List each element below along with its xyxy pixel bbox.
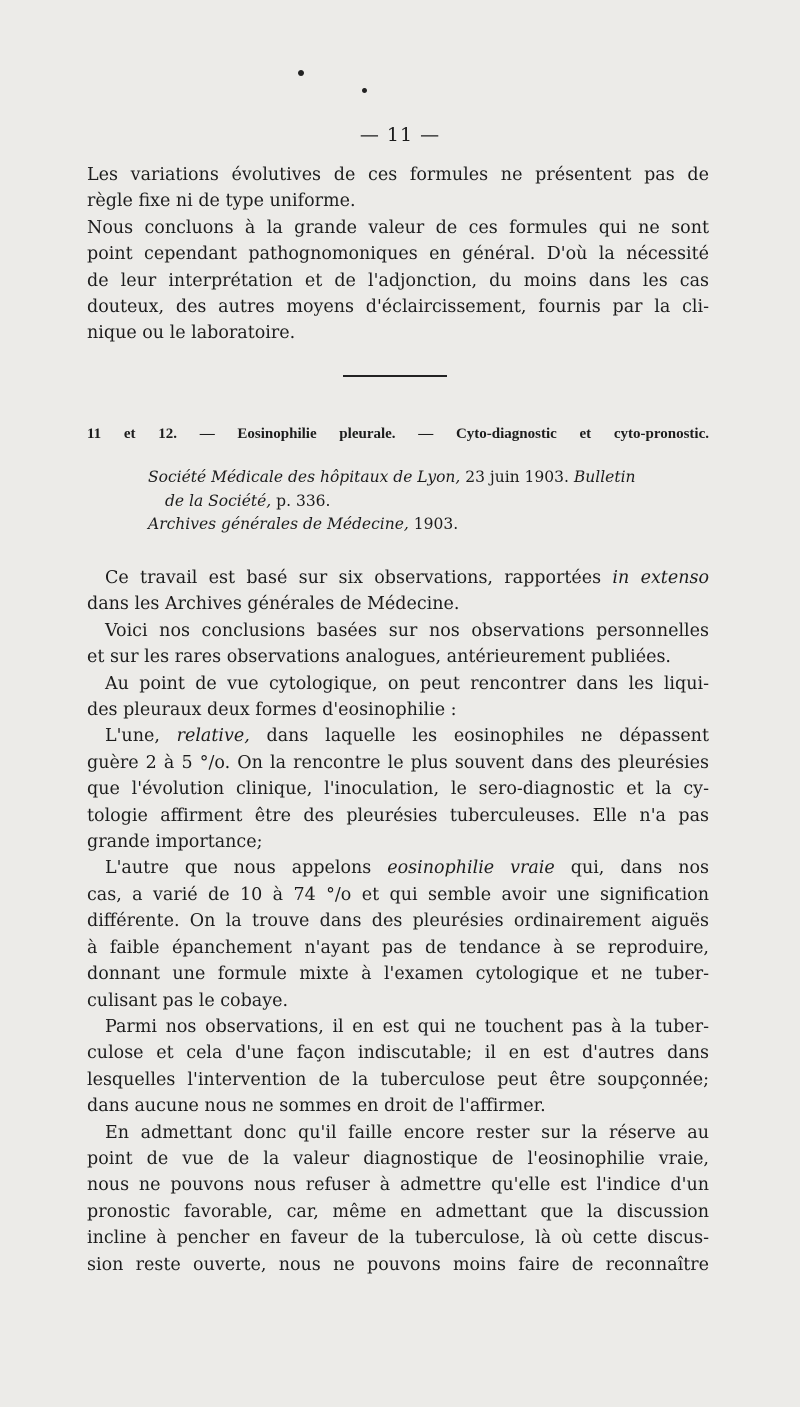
text-line: des pleuraux deux formes d'eosinophilie : <box>87 700 457 721</box>
reference-bulletin: Bulletin <box>573 468 636 486</box>
reference-date: 23 juin 1903. <box>460 468 574 486</box>
text-line: Au point de vue cytologique, on peut rencontrer dans les liqui- <box>105 673 709 694</box>
reference-society: de la Société, <box>165 491 272 510</box>
text-line: cas, a varié de 10 à 74 °/o et qui semble avoir une signification <box>87 884 709 905</box>
bibliographic-references <box>148 466 710 537</box>
text-line: Les variations évolutives de ces formules ne présentent pas de <box>87 165 709 185</box>
text-line: douteux, des autres moyens d'éclaircissement, fournis par la cli- <box>87 297 709 318</box>
reference-line <box>148 466 710 490</box>
text-line: nous ne pouvons nous refuser à admettre qu'elle est l'indice d'un <box>87 1175 709 1196</box>
text-line: L'une, relative, dans laquelle les eosinophiles ne dépassent <box>105 726 709 747</box>
text-line: Parmi nos observations, il en est qui ne touchent pas à la tuber- <box>105 1016 709 1037</box>
reference-journal: Société Médicale des hôpitaux de Lyon, <box>148 468 461 486</box>
text-line: En admettant donc qu'il faille encore rester sur la réserve au <box>105 1122 709 1143</box>
intro-text <box>87 162 709 347</box>
page-number: — 11 — <box>359 124 441 146</box>
text-line: point de vue de la valeur diagnostique de l'eosinophilie vraie, <box>87 1148 709 1169</box>
text-line: lesquelles l'intervention de la tuberculose peut être soupçonnée; <box>87 1069 709 1090</box>
text-line: L'autre que nous appelons eosinophilie vraie qui, dans nos <box>105 858 709 879</box>
text-line: Ce travail est basé sur six observations, rapportées in extenso <box>105 568 709 588</box>
text-line: règle fixe ni de type uniforme. <box>87 191 356 212</box>
text-line: culisant pas le cobaye. <box>87 990 289 1011</box>
text-line: tologie affirment être des pleurésies tuberculeuses. Elle n'a pas <box>87 805 709 826</box>
text-line: guère 2 à 5 °/o. On la rencontre le plus souvent dans des pleurésies <box>87 752 709 773</box>
text-line: Nous concluons à la grande valeur de ces formules qui ne sont <box>87 217 709 238</box>
reference-line <box>148 490 710 514</box>
text-line: à faible épanchement n'ayant pas de tendance à se reproduire, <box>87 937 709 958</box>
text-line: nique ou le laboratoire. <box>87 323 296 344</box>
reference-page: p. 336. <box>271 491 331 510</box>
text-line: dans aucune nous ne sommes en droit de l'affirmer. <box>87 1096 546 1117</box>
body-text <box>87 565 709 1278</box>
section-divider <box>343 375 447 377</box>
text-line: incline à pencher en faveur de la tuberculose, là où cette discus- <box>87 1228 709 1249</box>
text-line: culose et cela d'une façon indiscutable; il en est d'autres dans <box>87 1043 709 1064</box>
text-line: pronostic favorable, car, même en admettant que la discussion <box>87 1201 709 1222</box>
text-line: point cependant pathognomoniques en général. D'où la nécessité <box>87 244 709 265</box>
section-heading: 11 et 12. — Eosinophilie pleurale. — Cyto-diagnostic et cyto-pronostic. <box>87 426 709 442</box>
reference-line <box>148 513 710 537</box>
text-line: dans les Archives générales de Médecine. <box>87 594 460 615</box>
text-line: de leur interprétation et de l'adjonction, du moins dans les cas <box>87 270 709 291</box>
text-line: donnant une formule mixte à l'examen cytologique et ne tuber- <box>87 964 709 985</box>
text-line: sion reste ouverte, nous ne pouvons moins faire de reconnaître <box>87 1254 709 1275</box>
reference-archives: Archives générales de Médecine, <box>148 515 409 533</box>
text-line: grande importance; <box>87 832 263 853</box>
ink-speck <box>298 70 304 76</box>
text-line: Voici nos conclusions basées sur nos observations personnelles <box>105 620 709 641</box>
ink-speck <box>362 88 367 93</box>
reference-year: 1903. <box>408 515 459 533</box>
text-line: et sur les rares observations analogues, antérieurement publiées. <box>87 647 671 668</box>
text-line: que l'évolution clinique, l'inoculation, le sero-diagnostic et la cy- <box>87 779 709 800</box>
text-line: différente. On la trouve dans des pleurésies ordinairement aiguës <box>87 911 709 932</box>
